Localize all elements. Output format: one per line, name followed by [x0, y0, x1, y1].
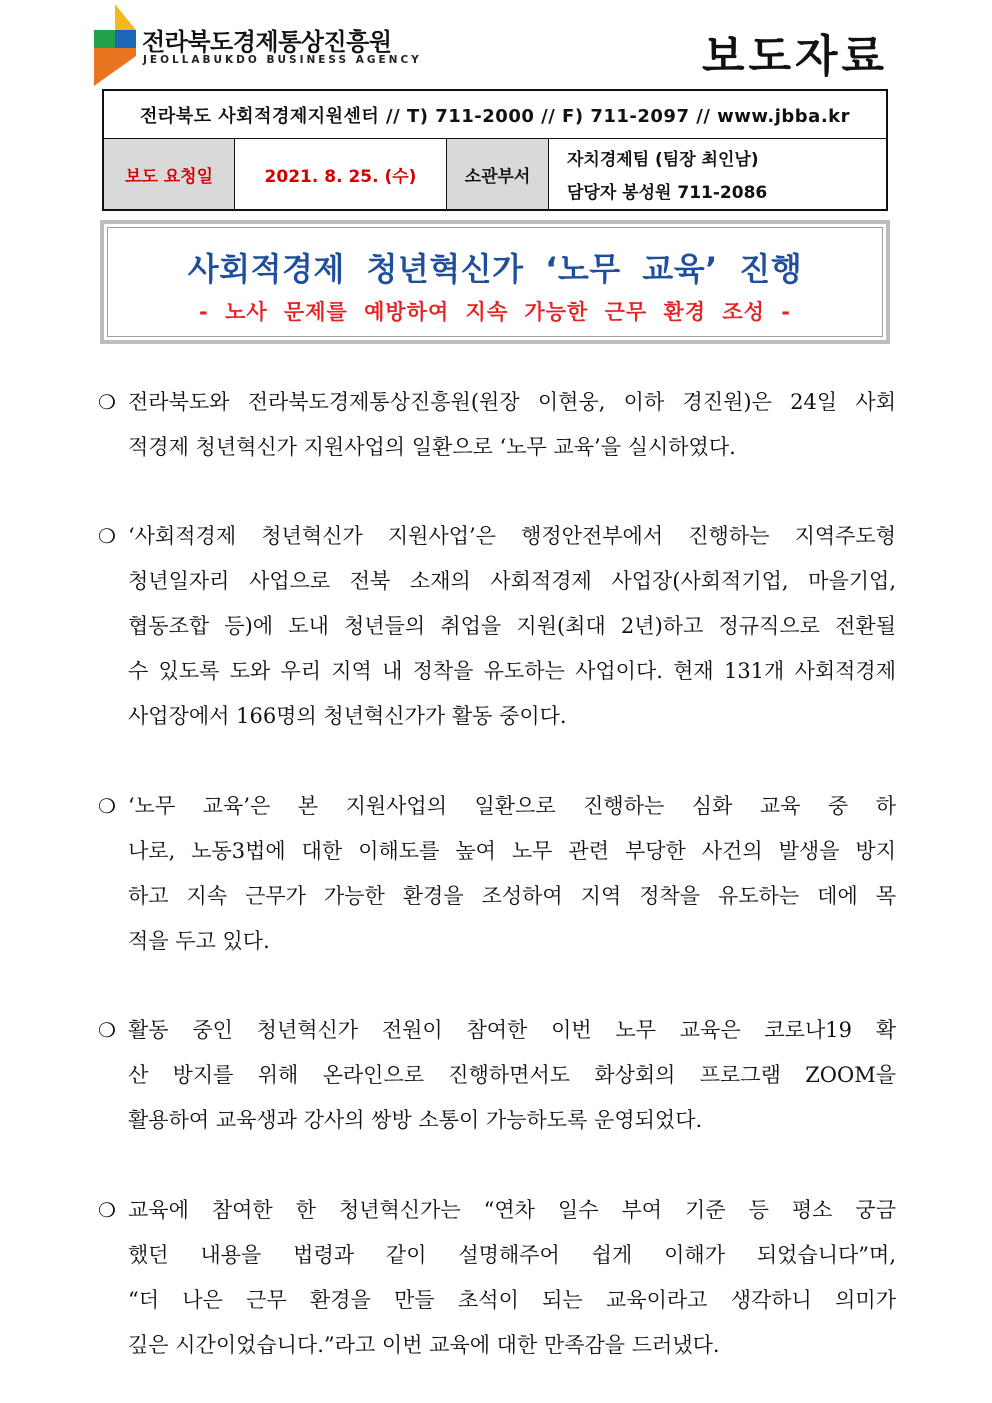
bullet-icon: ❍	[98, 1018, 116, 1042]
body-paragraph	[98, 514, 896, 739]
department-contact: 담당자 봉성원 711-2086	[567, 183, 768, 203]
body-paragraph	[98, 1008, 896, 1143]
paragraph-line: 청년일자리 사업으로 전북 소재의 사회적경제 사업장(사회적기업, 마을기업,	[128, 569, 896, 593]
org-name-korean: 전라북도경제통상진흥원	[142, 28, 392, 56]
paragraph-line: 수 있도록 도와 우리 지역 내 정착을 유도하는 사업이다. 현재 131개 사회적경제	[128, 659, 896, 683]
contact-info-line: 전라북도 사회적경제지원센터 // T) 711-2000 // F) 711-2097 // www.jbba.kr	[104, 91, 886, 139]
paragraph-line: “더 나은 근무 환경을 만들 초석이 되는 교육이라고 생각하니 의미가	[128, 1288, 896, 1312]
paragraph-line: ❍ ‘사회적경제 청년혁신가 지원사업’은 행정안전부에서 진행하는 지역주도형	[98, 514, 896, 559]
paragraph-line: 깊은 시간이었습니다.”라고 이번 교육에 대한 만족감을 드러냈다.	[128, 1333, 720, 1357]
body-paragraph	[98, 784, 896, 964]
department-team: 자치경제팀 (팀장 최인남)	[567, 150, 759, 170]
paragraph-line: 했던 내용을 법령과 같이 설명해주어 쉽게 이해가 되었습니다”며,	[128, 1243, 896, 1267]
document-type-title: 보도자료	[701, 31, 888, 82]
department-label: 소관부서	[447, 139, 549, 209]
request-date-label: 보도 요청일	[104, 139, 235, 209]
release-info-row	[104, 139, 886, 209]
org-name-english: JEOLLABUKDO BUSINESS AGENCY	[143, 54, 422, 66]
contact-table	[102, 89, 888, 211]
body-paragraph	[98, 1188, 896, 1368]
paragraph-line: 나로, 노동3법에 대한 이해도를 높여 노무 관련 부당한 사건의 발생을 방지	[128, 839, 896, 863]
body-paragraph	[98, 380, 896, 470]
department-info	[549, 139, 886, 209]
paragraph-line: 산 방지를 위해 온라인으로 진행하면서도 화상회의 프로그램 ZOOM을	[128, 1063, 896, 1087]
headline-subtitle: - 노사 문제를 예방하여 지속 가능한 근무 환경 조성 -	[199, 300, 791, 324]
bullet-icon: ❍	[98, 794, 116, 818]
paragraph-line: ❍ 활동 중인 청년혁신가 전원이 참여한 이번 노무 교육은 코로나19 확	[98, 1008, 896, 1053]
request-date-value: 2021. 8. 25. (수)	[235, 139, 447, 209]
paragraph-line: 적경제 청년혁신가 지원사업의 일환으로 ‘노무 교육’을 실시하였다.	[128, 435, 736, 459]
paragraph-line: 활용하여 교육생과 강사의 쌍방 소통이 가능하도록 운영되었다.	[128, 1108, 703, 1132]
headline-box	[100, 220, 890, 344]
headline-title: 사회적경제 청년혁신가 ‘노무 교육’ 진행	[187, 250, 803, 288]
paragraph-line: 사업장에서 166명의 청년혁신가가 활동 중이다.	[128, 704, 567, 728]
bullet-icon: ❍	[98, 524, 116, 548]
paragraph-line: 적을 두고 있다.	[128, 929, 270, 953]
bullet-icon: ❍	[98, 1198, 116, 1222]
bullet-icon: ❍	[98, 390, 116, 414]
paragraph-line: 하고 지속 근무가 가능한 환경을 조성하여 지역 정착을 유도하는 데에 목	[128, 884, 896, 908]
paragraph-line: ❍ ‘노무 교육’은 본 지원사업의 일환으로 진행하는 심화 교육 중 하	[98, 784, 896, 829]
paragraph-line: 협동조합 등)에 도내 청년들의 취업을 지원(최대 2년)하고 정규직으로 전환될	[128, 614, 896, 638]
paragraph-line: ❍ 교육에 참여한 한 청년혁신가는 “연차 일수 부여 기준 등 평소 궁금	[98, 1188, 896, 1233]
paragraph-line: ❍ 전라북도와 전라북도경제통상진흥원(원장 이현웅, 이하 경진원)은 24일 사회	[98, 380, 896, 425]
agency-logo	[94, 4, 136, 86]
